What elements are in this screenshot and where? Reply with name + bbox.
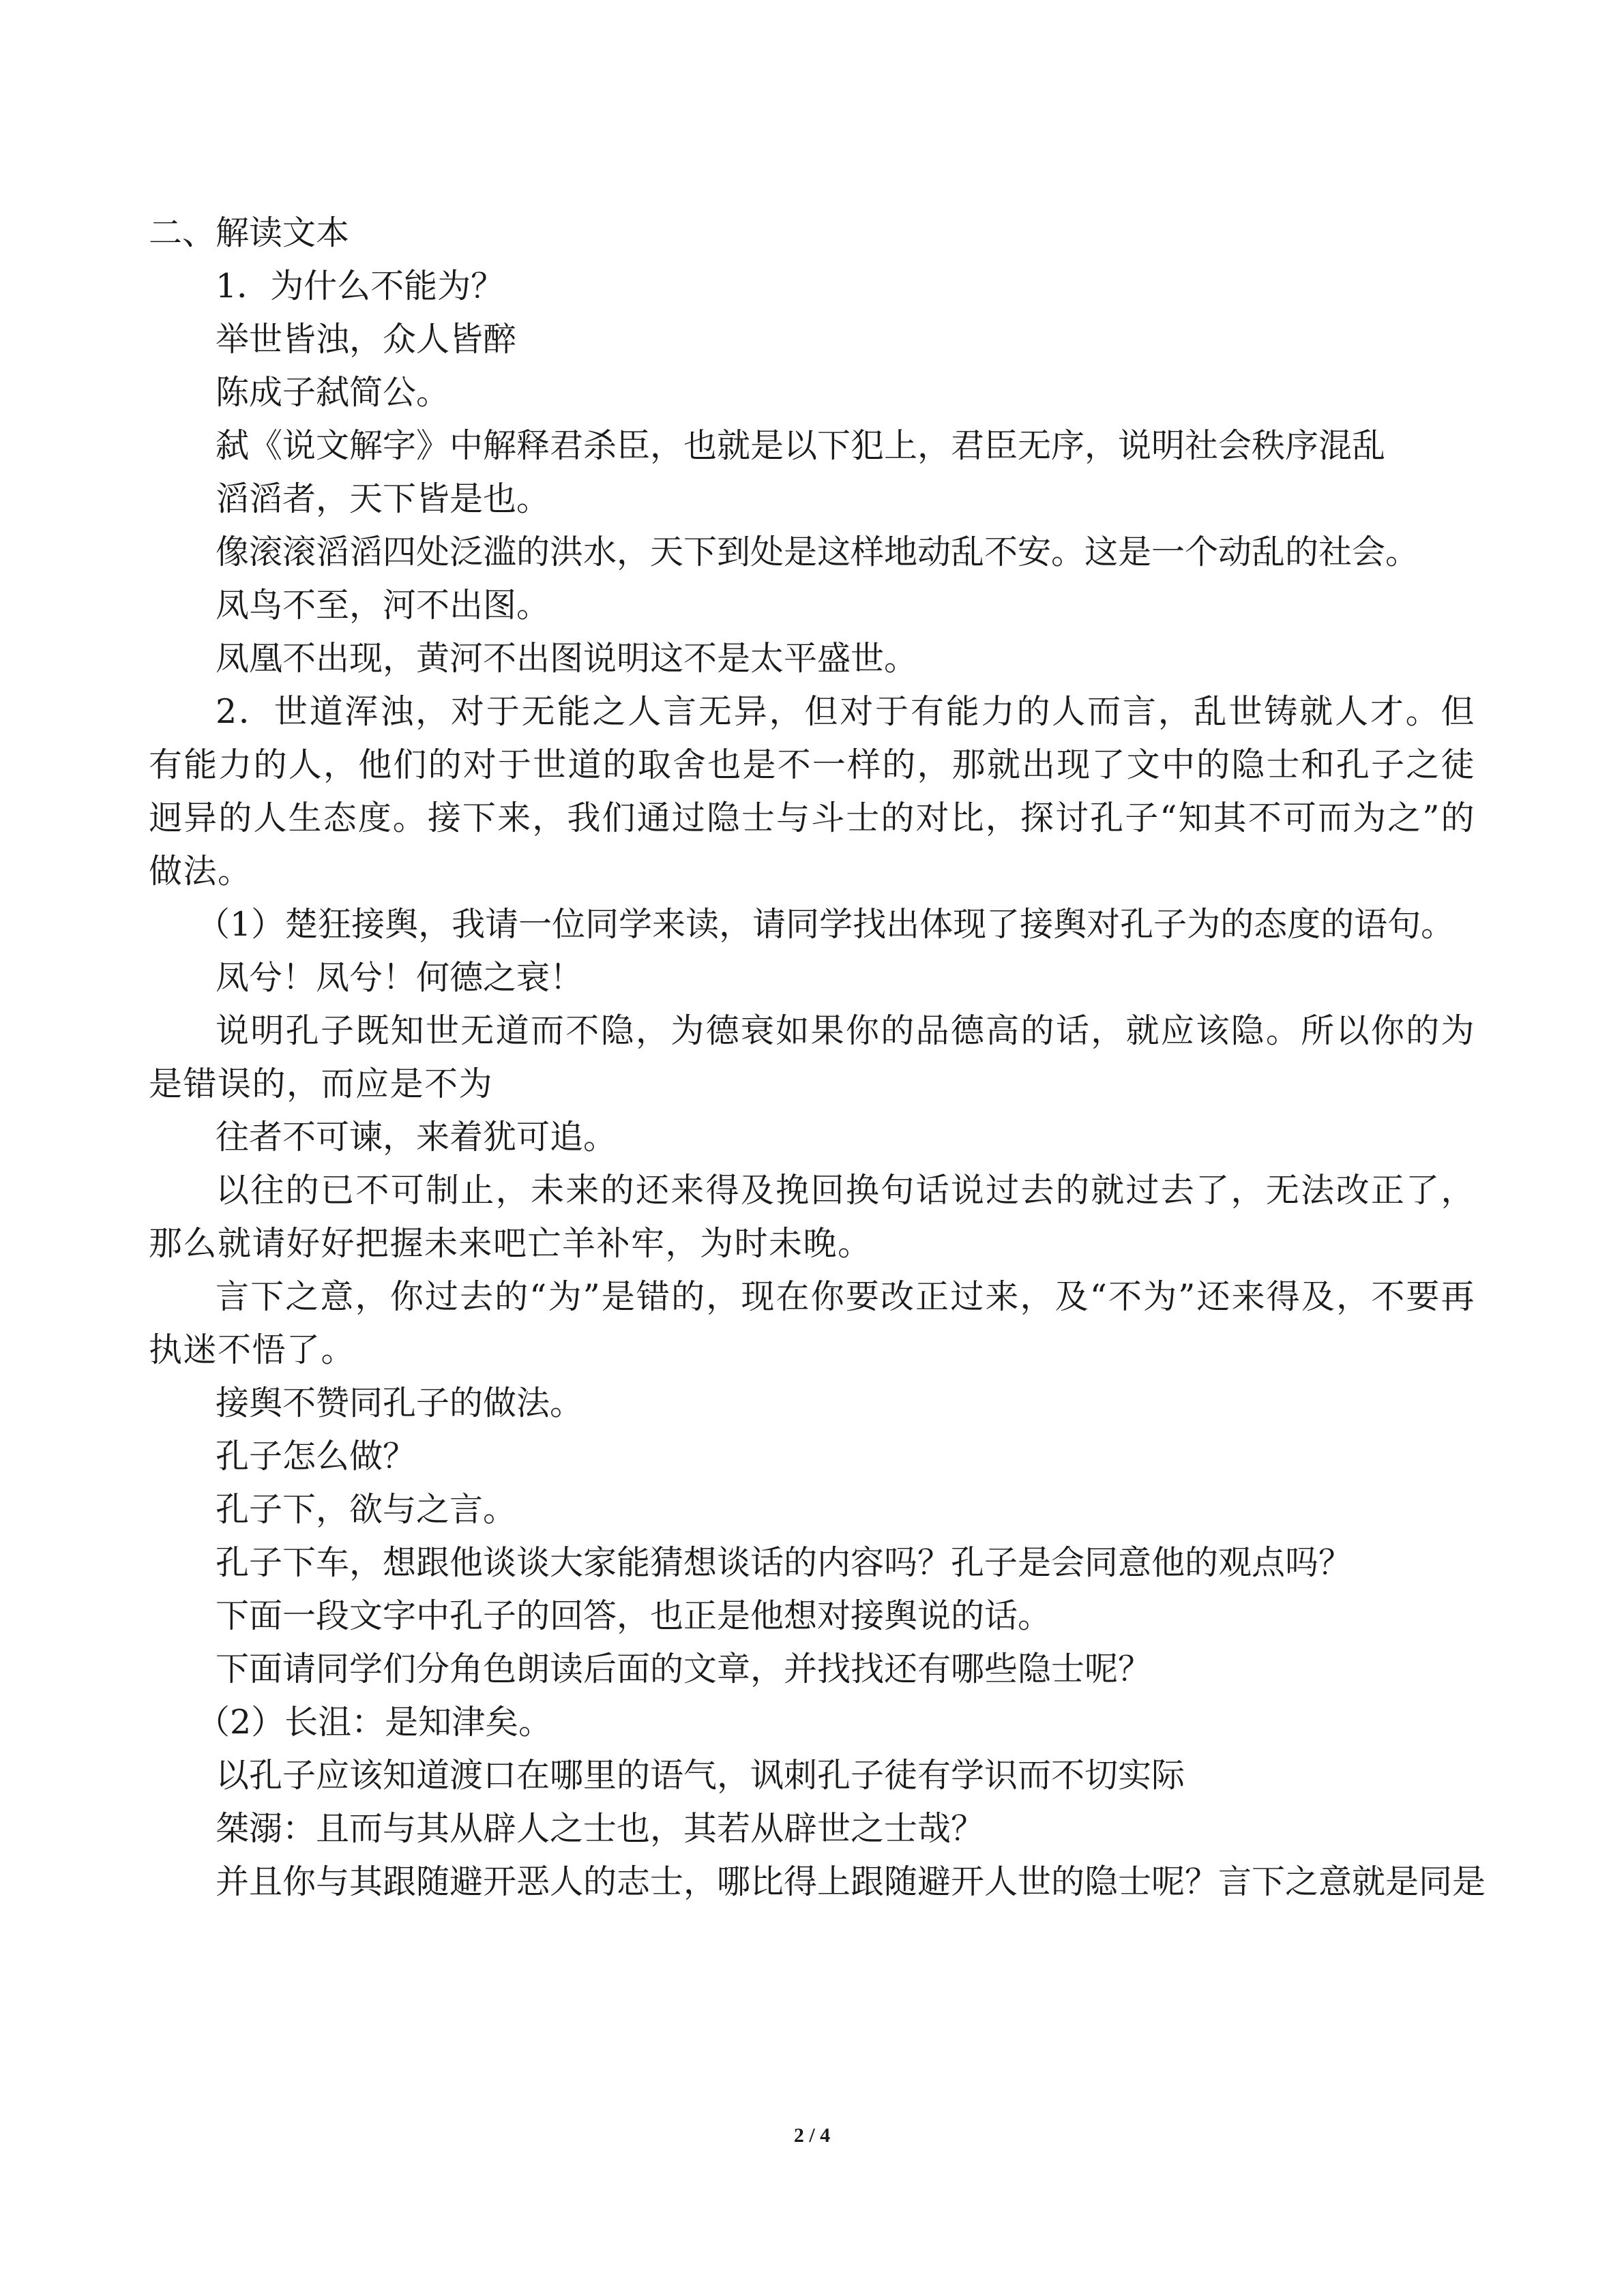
- text-line: 凤兮！凤兮！何德之衰！: [216, 958, 584, 997]
- section-heading: 二、解读文本: [149, 213, 350, 252]
- paragraph: 说明孔子既知世无道而不隐，为德衰如果你的品德高的话，就应该隐。所以你的为是错误的，而应是不为: [149, 1011, 1475, 1103]
- sub-heading: （1）楚狂接舆，我请一位同学来读，请同学找出体现了接舆对孔子为的态度的语句。: [196, 905, 1455, 944]
- text-line: 下面请同学们分角色朗读后面的文章，并找找还有哪些隐士呢？: [216, 1650, 1152, 1688]
- text-line: 往者不可谏，来着犹可追。: [216, 1118, 617, 1157]
- text-line: 凤凰不出现，黄河不出图说明这不是太平盛世。: [216, 639, 918, 678]
- text-line: 以孔子应该知道渡口在哪里的语气，讽刺孔子徒有学识而不切实际: [216, 1756, 1185, 1795]
- text-line: 孔子怎么做？: [216, 1437, 417, 1476]
- text-line: 下面一段文字中孔子的回答，也正是他想对接舆说的话。: [216, 1596, 1052, 1635]
- text-line: 举世皆浊，众人皆醉: [216, 320, 517, 359]
- text-line: 孔子下车，想跟他谈谈大家能猜想谈话的内容吗？孔子是会同意他的观点吗？: [216, 1543, 1353, 1582]
- text-line: 并且你与其跟随避开恶人的志士，哪比得上跟随避开人世的隐士呢？言下之意就是同是: [216, 1862, 1486, 1901]
- page-number: 2 / 4: [793, 2124, 831, 2147]
- text-line: 桀溺：且而与其从辟人之士也，其若从辟世之士哉？: [216, 1809, 985, 1848]
- paragraph: 以往的已不可制止，未来的还来得及挽回换句话说过去的就过去了，无法改正了，那么就请好好把握未来吧亡羊补牢，为时未晚。: [149, 1171, 1475, 1263]
- document-body: [149, 207, 1486, 1909]
- text-line: 像滚滚滔滔四处泛滥的洪水，天下到处是这样地动乱不安。这是一个动乱的社会。: [216, 533, 1419, 571]
- text-line: 孔子下，欲与之言。: [216, 1490, 517, 1529]
- paragraph: 言下之意，你过去的“为”是错的，现在你要改正过来，及“不为”还来得及，不要再执迷不悟了。: [149, 1277, 1475, 1369]
- numbered-heading: 1．为什么不能为？: [216, 267, 505, 305]
- text-line: 陈成子弑简公。: [216, 373, 450, 412]
- paragraph: 2．世道浑浊，对于无能之人言无异，但对于有能力的人而言，乱世铸就人才。但有能力的人，他们的对于世道的取舍也是不一样的，那就出现了文中的隐士和孔子之徒迥异的人生态度。接下来，我们通过隐士与斗士的对比，探讨孔子“知其不可而为之”的做法。: [149, 692, 1475, 891]
- sub-heading: （2）长沮：是知津矣。: [196, 1703, 552, 1742]
- text-line: 凤鸟不至，河不出图。: [216, 586, 550, 625]
- text-line: 接舆不赞同孔子的做法。: [216, 1384, 584, 1422]
- text-line: 弑《说文解字》中解释君杀臣，也就是以下犯上，君臣无序，说明社会秩序混乱: [216, 426, 1386, 465]
- text-line: 滔滔者，天下皆是也。: [216, 479, 550, 518]
